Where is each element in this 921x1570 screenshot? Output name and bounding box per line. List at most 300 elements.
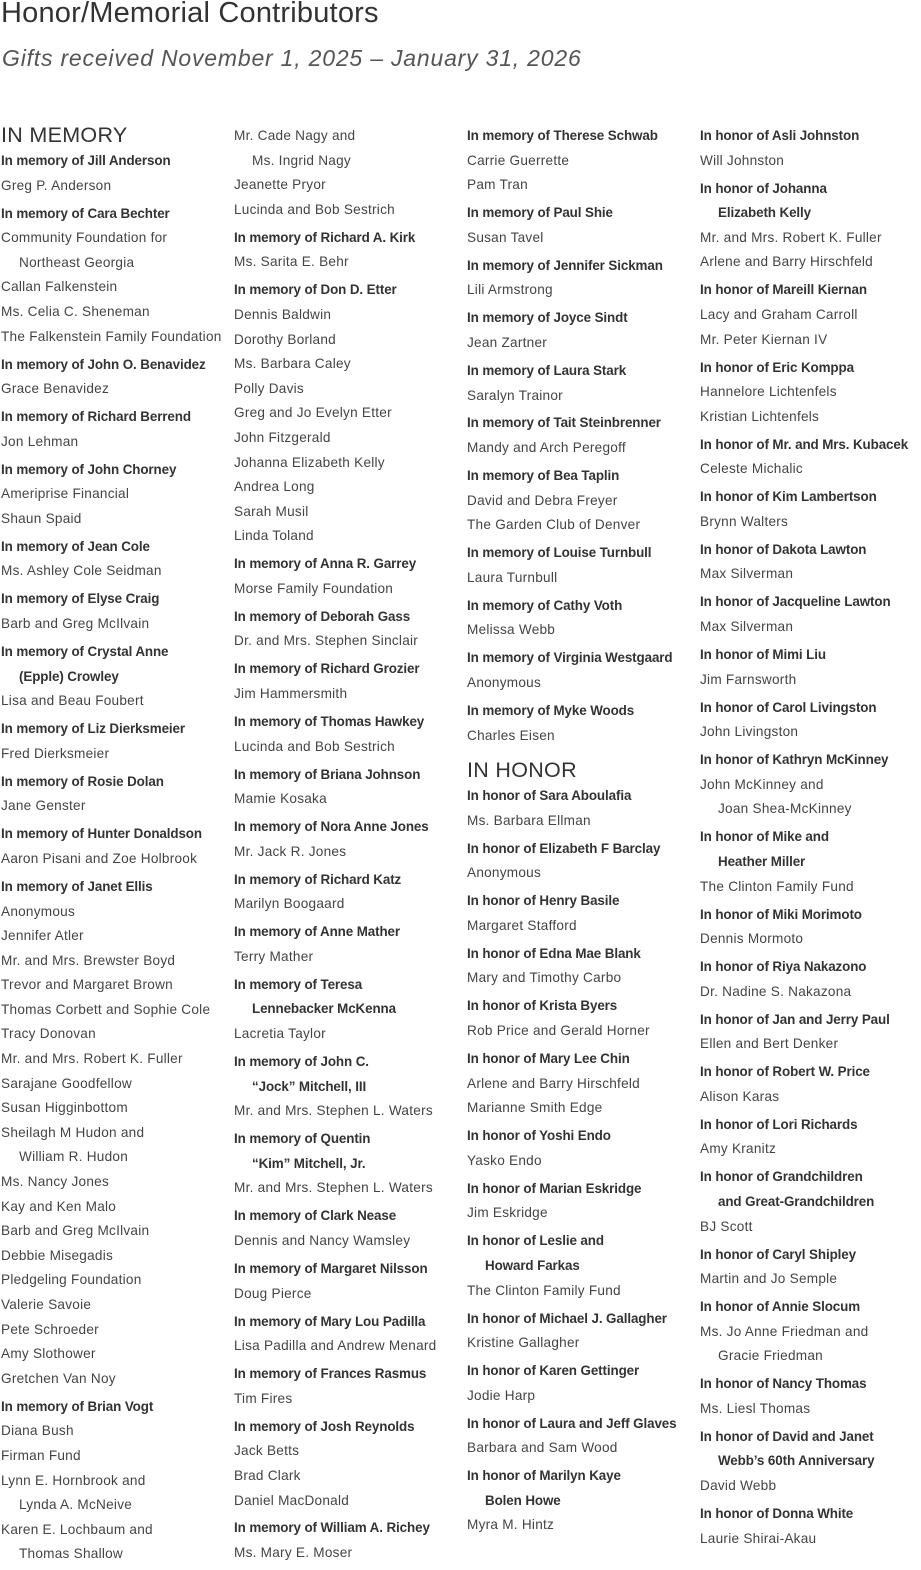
entry-line: In memory of Bea Taplin [467,468,620,484]
entry-line: In memory of Don D. Etter [234,282,397,298]
tribute-heading [700,1502,921,1527]
entry-line: Trevor and Margaret Brown [1,977,173,993]
tribute-heading [700,177,921,226]
entry-line: Carrie Guerrette [467,152,570,168]
contributor-name [234,250,466,275]
entry-line: Callan Falkenstein [1,279,118,295]
entry-line: Mr. Jack R. Jones [234,843,347,859]
contributor-name [700,510,921,535]
contributor-name [700,927,921,952]
tribute-heading [700,1060,921,1085]
entry-line: Terry Mather [234,948,314,964]
tribute-heading [234,278,466,303]
contributor-name [700,562,921,587]
entry-line: Pledgeling Foundation [1,1272,142,1288]
contributor-name [234,1176,466,1201]
contributor-name [467,966,699,991]
continuation-line: Thomas Shallow [19,1546,123,1562]
entry-line: In honor of Kathryn McKinney [700,752,889,768]
continuation-line: (Epple) Crowley [19,668,119,684]
entry-line: Martin and Jo Semple [700,1271,838,1287]
entry-line: The Falkenstein Family Foundation [1,328,222,344]
entry-line: In memory of Richard Katz [234,871,402,887]
entry-line: In memory of Brian Vogt [1,1398,154,1414]
entry-line: Mr. Cade Nagy and [234,128,356,143]
contributor-name [700,405,921,430]
contributor-name [467,278,699,303]
entry-line: Morse Family Foundation [234,580,394,596]
entry-line: Dennis Mormoto [700,931,804,947]
entry-line: In honor of Miki Morimoto [700,906,862,922]
entry-line: In honor of Jan and Jerry Paul [700,1011,890,1027]
entry-line: In memory of Richard A. Kirk [234,229,416,245]
entry-line: In honor of Mike and [700,829,829,845]
entry-line: In memory of Richard Grozier [234,661,420,677]
tribute-heading [467,306,699,331]
entry-line: Jodie Harp [467,1387,536,1403]
contributor-name [467,1019,699,1044]
entry-line: Mr. and Mrs. Robert K. Fuller [700,229,882,245]
contributor-name [467,513,699,538]
entry-line: Ms. Barbara Caley [234,356,351,372]
tribute-heading [1,149,233,174]
contributor-name [234,1282,466,1307]
contributor-name [234,1464,466,1489]
tribute-heading [700,903,921,928]
contributor-name [1,559,233,584]
entry-line: Margaret Stafford [467,917,577,933]
contributor-name [700,1085,921,1110]
contributor-name [234,1022,466,1047]
tribute-heading [234,657,466,682]
entry-line: In memory of Jennifer Sickman [467,257,663,273]
continuation-line: Gracie Friedman [718,1348,823,1364]
contributor-name [700,380,921,405]
entry-line: Lynn E. Hornbrook and [1,1472,146,1488]
entry-line: In honor of Henry Basile [467,893,620,909]
tribute-heading [700,538,921,563]
entry-line: In honor of Karen Gettinger [467,1363,640,1379]
entry-line: Tracy Donovan [1,1026,96,1042]
entry-line: Lisa Padilla and Andrew Menard [234,1338,437,1354]
entry-line: In memory of Rosie Dolan [1,773,164,789]
entry-line: Jim Eskridge [467,1205,548,1221]
contributor-name [700,1320,921,1369]
contributor-name [700,1267,921,1292]
entry-line: In honor of Johanna [700,180,827,196]
entry-line: Sarajane Goodfellow [1,1075,132,1091]
entry-line: Anonymous [467,674,542,690]
tribute-heading [467,646,699,671]
contributor-name [467,914,699,939]
contributor-name [700,1397,921,1422]
entry-line: Dr. Nadine S. Nakazona [700,983,852,999]
contributor-name [700,1032,921,1057]
contributor-name [700,328,921,353]
contributor-name [234,1387,466,1412]
entry-line: Sheilagh M Hudon and [1,1124,145,1140]
contributor-name [234,377,466,402]
entry-line: Kristine Gallagher [467,1335,580,1351]
tribute-heading [234,815,466,840]
entry-line: In memory of Mary Lou Padilla [234,1313,426,1329]
entry-line: Polly Davis [234,380,304,396]
contributor-name [234,1439,466,1464]
contributor-name [234,1229,466,1254]
contributor-name [1,924,233,949]
contributor-name [467,1201,699,1226]
entry-line: Shaun Spaid [1,510,82,526]
contributor-name [1,1318,233,1343]
contributor-name [234,735,466,760]
tribute-heading [1,640,233,689]
contributor-name [467,436,699,461]
entry-line: In memory of Elyse Craig [1,591,160,607]
contributor-name [467,489,699,514]
entry-line: In honor of Jacqueline Lawton [700,594,891,610]
contributor-name [700,875,921,900]
tribute-heading [234,1127,466,1176]
entry-line: In memory of Nora Anne Jones [234,819,429,835]
entry-line: Mamie Kosaka [234,791,327,807]
contributor-name [467,1384,699,1409]
tribute-heading [1,770,233,795]
contributor-name [234,500,466,525]
tribute-heading [234,868,466,893]
contributor-name [467,149,699,174]
contributor-name [467,1513,699,1538]
entry-line: Sarah Musil [234,503,309,519]
tribute-heading [234,1516,466,1541]
contributor-name [700,226,921,251]
entry-line: Karen E. Lochbaum and [1,1521,153,1537]
contributor-name [1,1518,233,1567]
entry-line: Jean Zartner [467,334,548,350]
contributor-name [1,1072,233,1097]
entry-line: In honor of Lori Richards [700,1116,858,1132]
entry-line: In memory of Liz Dierksmeier [1,721,185,737]
contributor-name [467,1072,699,1097]
entry-line: In memory of Virginia Westgaard [467,650,673,666]
entry-line: In honor of Robert W. Price [700,1064,870,1080]
page-subtitle: Gifts received November 1, 2025 – January 31, 2026 [2,45,582,71]
tribute-heading [700,1008,921,1033]
contributor-name [1,998,233,1023]
entry-line: David Webb [700,1478,777,1494]
entry-line: In honor of Dakota Lawton [700,541,867,557]
entry-line: Greg and Jo Evelyn Etter [234,405,392,421]
entry-line: In memory of Teresa [234,976,363,992]
entry-line: Laurie Shirai-Akau [700,1530,817,1546]
entry-line: Jane Genster [1,798,86,814]
tribute-heading [467,594,699,619]
tribute-heading [1,717,233,742]
contributor-name [234,303,466,328]
contributor-name [234,1334,466,1359]
tribute-heading [467,837,699,862]
contributor-name [1,174,233,199]
entry-line: Linda Toland [234,528,314,544]
entry-line: Barbara and Sam Wood [467,1440,618,1456]
contributor-name [700,615,921,640]
entry-line: In honor of Laura and Jeff Glaves [467,1415,677,1431]
entry-line: In memory of Cara Bechter [1,205,170,221]
tribute-heading [467,1464,699,1513]
entry-line: Firman Fund [1,1447,81,1463]
entry-line: Grace Benavidez [1,381,110,397]
contributor-name [234,426,466,451]
entry-line: In memory of Hunter Donaldson [1,826,202,842]
entry-line: Brynn Walters [700,513,789,529]
contributor-name [1,1444,233,1469]
entry-line: The Clinton Family Fund [467,1282,621,1298]
entry-line: David and Debra Freyer [467,492,618,508]
contributor-name [467,1331,699,1356]
entry-line: Jeanette Pryor [234,177,326,193]
section-heading: IN HONOR [467,758,577,783]
tribute-heading [700,955,921,980]
tribute-heading [467,994,699,1019]
entry-line: In memory of Briana Johnson [234,766,421,782]
tribute-heading [700,748,921,773]
tribute-heading [1,1395,233,1420]
column-1 [1,122,233,1567]
entry-line: John Livingston [700,724,799,740]
entry-line: Celeste Michalic [700,461,803,477]
contributor-name [700,457,921,482]
entry-line: Mandy and Arch Peregoff [467,440,626,456]
contributor-name [1,430,233,455]
tribute-heading [467,359,699,384]
entry-line: In memory of Louise Turnbull [467,545,652,561]
tribute-heading [234,605,466,630]
entry-line: Andrea Long [234,479,315,495]
entry-line: Jim Farnsworth [700,671,797,687]
page-title: Honor/Memorial Contributors [1,0,379,29]
tribute-heading [234,1310,466,1335]
tribute-heading [467,942,699,967]
tribute-heading [467,1307,699,1332]
tribute-heading [467,411,699,436]
entry-line: In memory of Jill Anderson [1,153,171,168]
entry-line: Ellen and Bert Denker [700,1036,839,1052]
contributor-name [467,861,699,886]
continuation-line: Heather Miller [718,853,806,869]
contributor-name [1,275,233,300]
contributor-name [1,973,233,998]
tribute-heading [1,458,233,483]
entry-line: Daniel MacDonald [234,1492,350,1508]
contributor-name [467,724,699,749]
entry-line: Yasko Endo [467,1152,542,1168]
contributor-name [467,671,699,696]
entry-line: Johanna Elizabeth Kelly [234,454,385,470]
column-4 [700,124,921,1551]
entry-line: Mr. and Mrs. Robert K. Fuller [1,1051,183,1067]
tribute-heading [1,353,233,378]
tribute-heading [467,1229,699,1278]
contributor-name [1,226,233,275]
continuation-line: “Jock” Mitchell, III [252,1078,367,1094]
contributor-name [700,1474,921,1499]
entry-line: Amy Slothower [1,1346,96,1362]
entry-line: Pete Schroeder [1,1321,99,1337]
entry-line: Ameriprise Financial [1,486,130,502]
entry-line: In honor of Eric Komppa [700,359,854,375]
entry-line: Ms. Sarita E. Behr [234,254,349,270]
tribute-heading [700,696,921,721]
entry-line: Dorothy Borland [234,331,336,347]
entry-line: Amy Kranitz [700,1141,777,1157]
contributor-name [1,1367,233,1392]
tribute-heading [700,1113,921,1138]
entry-line: In honor of Elizabeth F Barclay [467,840,661,856]
tribute-heading [467,784,699,809]
entry-line: Barb and Greg McIlvain [1,616,150,632]
entry-line: Lucinda and Bob Sestrich [234,201,395,217]
entry-line: In memory of Laura Stark [467,362,627,378]
entry-line: In honor of Mr. and Mrs. Kubacek [700,436,909,452]
entry-line: In memory of Deborah Gass [234,608,411,624]
entry-line: BJ Scott [700,1218,753,1234]
tribute-heading [234,763,466,788]
contributor-name [700,980,921,1005]
contributor-name [700,303,921,328]
tribute-heading [234,973,466,1022]
contributor-name [234,682,466,707]
tribute-heading [467,1124,699,1149]
contributor-name [1,482,233,507]
continuation-line: Lynda A. McNeive [19,1497,133,1513]
contributor-name [234,1489,466,1514]
entry-line: In memory of Janet Ellis [1,878,153,894]
tribute-heading [234,1415,466,1440]
entry-line: John McKinney and [700,776,824,792]
entry-line: In memory of Margaret Nilsson [234,1260,428,1276]
continuation-line: Northeast Georgia [19,254,135,270]
tribute-heading [467,1047,699,1072]
tribute-heading [467,201,699,226]
continuation-line: Elizabeth Kelly [718,205,812,221]
entry-line: Jon Lehman [1,433,79,449]
tribute-heading [700,1243,921,1268]
contributor-name [1,300,233,325]
entry-line: In memory of Anna R. Garrey [234,556,417,572]
entry-line: Jennifer Atler [1,928,84,944]
contributor-name [1,612,233,637]
contributor-name [700,1215,921,1240]
entry-line: Dennis Baldwin [234,306,332,322]
tribute-heading [1,535,233,560]
entry-line: Charles Eisen [467,727,555,743]
continuation-line: Lennebacker McKenna [252,1001,396,1017]
contributor-name [1,1047,233,1072]
contributor-name [234,401,466,426]
entry-line: Susan Higginbottom [1,1100,128,1116]
continuation-line: “Kim” Mitchell, Jr. [252,1155,366,1171]
entry-line: Doug Pierce [234,1285,312,1301]
entry-line: In honor of Krista Byers [467,998,618,1014]
contributor-name [700,1527,921,1552]
entry-line: Ms. Nancy Jones [1,1174,110,1190]
tribute-heading [234,920,466,945]
tribute-heading [700,1372,921,1397]
contributor-name [1,847,233,872]
tribute-heading [234,1362,466,1387]
tribute-heading [234,226,466,251]
entry-line: Kay and Ken Malo [1,1198,117,1214]
continuation-line: William R. Hudon [19,1149,128,1165]
entry-line: In memory of Quentin [234,1131,371,1147]
entry-line: In memory of Josh Reynolds [234,1418,415,1434]
entry-line: Valerie Savoie [1,1297,92,1313]
contributor-name [467,331,699,356]
column-3 [467,124,699,1538]
continuation-line: Ms. Ingrid Nagy [252,152,351,168]
contributor-name [1,1244,233,1269]
contributor-name [1,1293,233,1318]
tribute-heading [700,124,921,149]
contributor-name [1,377,233,402]
tribute-heading [467,464,699,489]
entry-line: Max Silverman [700,566,794,582]
continuation-line: Joan Shea-McKinney [718,801,852,817]
entry-line: Ms. Celia C. Sheneman [1,303,150,319]
entry-line: Barb and Greg McIlvain [1,1223,150,1239]
entry-line: Greg P. Anderson [1,177,112,193]
contributor-name [1,1419,233,1444]
entry-line: In honor of Marian Eskridge [467,1180,642,1196]
entry-line: In memory of Richard Berrend [1,409,191,425]
contributor-name [234,577,466,602]
entry-line: Mr. and Mrs. Stephen L. Waters [234,1103,433,1119]
tribute-heading [234,1050,466,1099]
entry-line: Tim Fires [234,1390,293,1406]
entry-line: Mr. and Mrs. Brewster Boyd [1,952,176,968]
tribute-heading [467,699,699,724]
entry-line: Dr. and Mrs. Stephen Sinclair [234,633,419,649]
entry-line: In memory of Paul Shie [467,205,613,221]
tribute-heading [700,485,921,510]
entry-line: In memory of Cathy Voth [467,597,623,613]
contributor-name [234,629,466,654]
entry-line: In memory of John O. Benavidez [1,356,206,372]
entry-line: Lucinda and Bob Sestrich [234,738,395,754]
tribute-heading [234,1204,466,1229]
entry-line: In honor of Mary Lee Chin [467,1051,630,1067]
entry-line: In honor of Mimi Liu [700,647,826,662]
entry-line: In memory of Frances Rasmus [234,1366,427,1382]
entry-line: Ms. Ashley Cole Seidman [1,563,162,579]
entry-line: In memory of Joyce Sindt [467,310,628,326]
entry-line: Kristian Lichtenfels [700,408,820,424]
contributor-name [467,809,699,834]
entry-line: Jim Hammersmith [234,686,348,702]
entry-line: In honor of Yoshi Endo [467,1128,611,1144]
contributor-name [1,949,233,974]
entry-line: Marilyn Boogaard [234,896,345,912]
entry-line: Dennis and Nancy Wamsley [234,1233,411,1248]
tribute-heading [700,278,921,303]
entry-line: Debbie Misegadis [1,1247,114,1263]
tribute-heading [700,1425,921,1474]
tribute-heading [700,1165,921,1214]
entry-line: Alison Karas [700,1088,780,1104]
entry-line: In honor of Caryl Shipley [700,1246,856,1262]
entry-line: In honor of Edna Mae Blank [467,945,641,961]
tribute-heading [467,1177,699,1202]
contributor-name [700,1137,921,1162]
